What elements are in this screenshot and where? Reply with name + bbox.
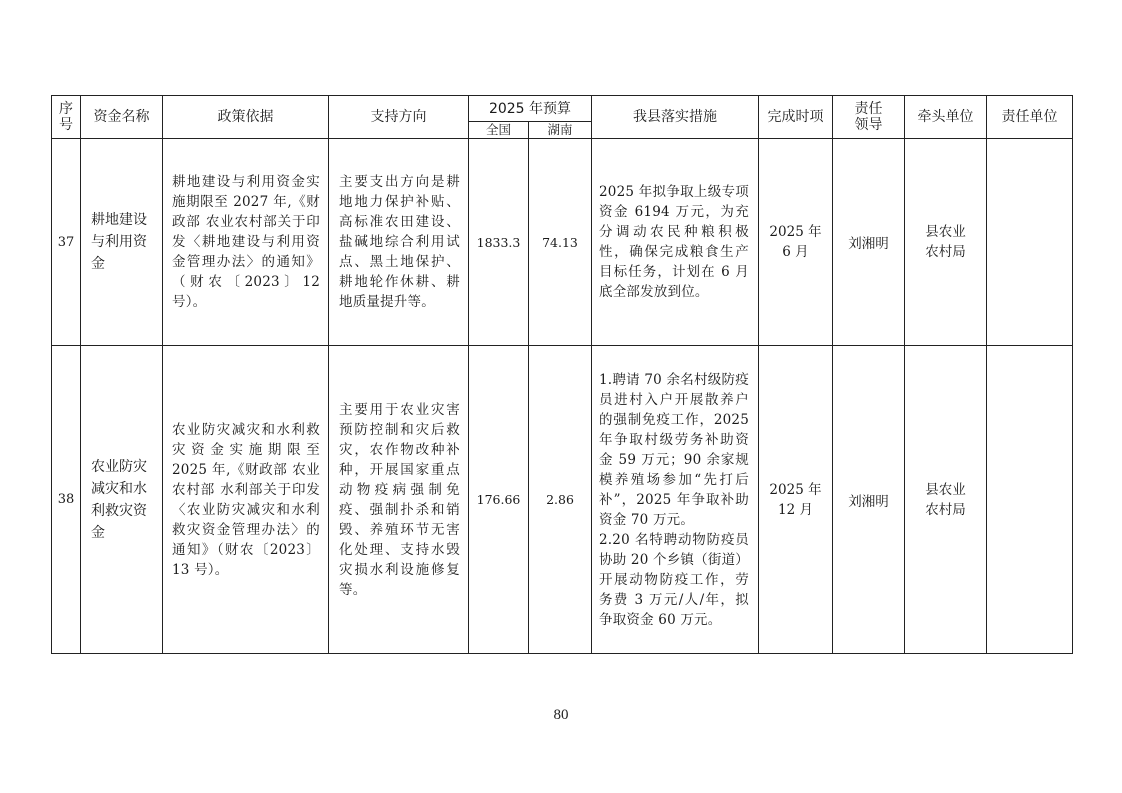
header-support-direction: 支持方向 — [329, 96, 469, 139]
row-budget-hunan: 2.86 — [529, 346, 592, 654]
row-budget-hunan: 74.13 — [529, 139, 592, 346]
header-lead-unit: 牵头单位 — [905, 96, 987, 139]
table-row — [52, 346, 1073, 654]
header-budget-hunan: 湖南 — [529, 122, 592, 139]
header-responsible-unit: 责任单位 — [987, 96, 1073, 139]
row-completion-time: 2025 年 6 月 — [759, 139, 833, 346]
table-row — [52, 139, 1073, 346]
row-responsible-unit — [987, 346, 1073, 654]
row-index: 38 — [52, 346, 81, 654]
row-index: 37 — [52, 139, 81, 346]
row-fund-name: 耕地建设与利用资金 — [81, 139, 163, 346]
header-budget-group: 2025 年预算 — [469, 96, 592, 122]
row-completion-time: 2025 年 12 月 — [759, 346, 833, 654]
measure-paragraph: 1.聘请 70 余名村级防疫员进村入户开展散养户的强制免疫工作，2025 年争取村级劳务补助资金 59 万元；90 余家规模养殖场参加“先打后补”，2025 年争取补助资金 70 万元。 — [599, 371, 749, 528]
header-row — [52, 96, 1073, 122]
row-responsible-leader: 刘湘明 — [833, 139, 905, 346]
row-fund-name: 农业防灾减灾和水利救灾资金 — [81, 346, 163, 654]
row-county-measures — [592, 139, 759, 346]
funds-table — [51, 95, 1073, 654]
row-support-direction: 主要支出方向是耕地地力保护补贴、高标准农田建设、盐碱地综合利用试点、黑土地保护、耕地轮作休耕、耕地质量提升等。 — [329, 139, 469, 346]
row-budget-national: 1833.3 — [469, 139, 529, 346]
measure-paragraph: 2.20 名特聘动物防疫员协助 20 个乡镇（街道）开展动物防疫工作，劳务费 3 万元/人/年，拟争取资金 60 万元。 — [599, 531, 749, 628]
row-responsible-unit — [987, 139, 1073, 346]
page-number: 80 — [553, 707, 569, 723]
measure-paragraph: 2025 年拟争取上级专项资金 6194 万元，为充分调动农民种粮积极性，确保完成粮食生产目标任务，计划在 6 月底全部发放到位。 — [599, 184, 749, 300]
row-lead-unit: 县农业农村局 — [905, 346, 987, 654]
row-county-measures — [592, 346, 759, 654]
row-lead-unit: 县农业农村局 — [905, 139, 987, 346]
header-responsible-leader: 责任 领导 — [833, 96, 905, 139]
header-fund-name: 资金名称 — [81, 96, 163, 139]
header-index: 序 号 — [52, 96, 81, 139]
header-completion-time: 完成时项 — [759, 96, 833, 139]
row-policy-basis: 耕地建设与利用资金实施期限至 2027 年,《财政部 农业农村部关于印发〈耕地建设与利用资金管理办法〉的通知》（财农〔2023〕12 号）。 — [163, 139, 329, 346]
row-policy-basis: 农业防灾减灾和水利救灾资金实施期限至 2025 年,《财政部 农业农村部 水利部关于印发〈农业防灾减灾和水利救灾资金管理办法〉的通知》（财农〔2023〕13 号）。 — [163, 346, 329, 654]
row-support-direction: 主要用于农业灾害预防控制和灾后救灾，农作物改种补种，开展国家重点动物疫病强制免疫、强制扑杀和销毁、养殖环节无害化处理、支持水毁灾损水利设施修复等。 — [329, 346, 469, 654]
header-county-measures: 我县落实措施 — [592, 96, 759, 139]
row-budget-national: 176.66 — [469, 346, 529, 654]
header-policy-basis: 政策依据 — [163, 96, 329, 139]
row-responsible-leader: 刘湘明 — [833, 346, 905, 654]
header-budget-national: 全国 — [469, 122, 529, 139]
